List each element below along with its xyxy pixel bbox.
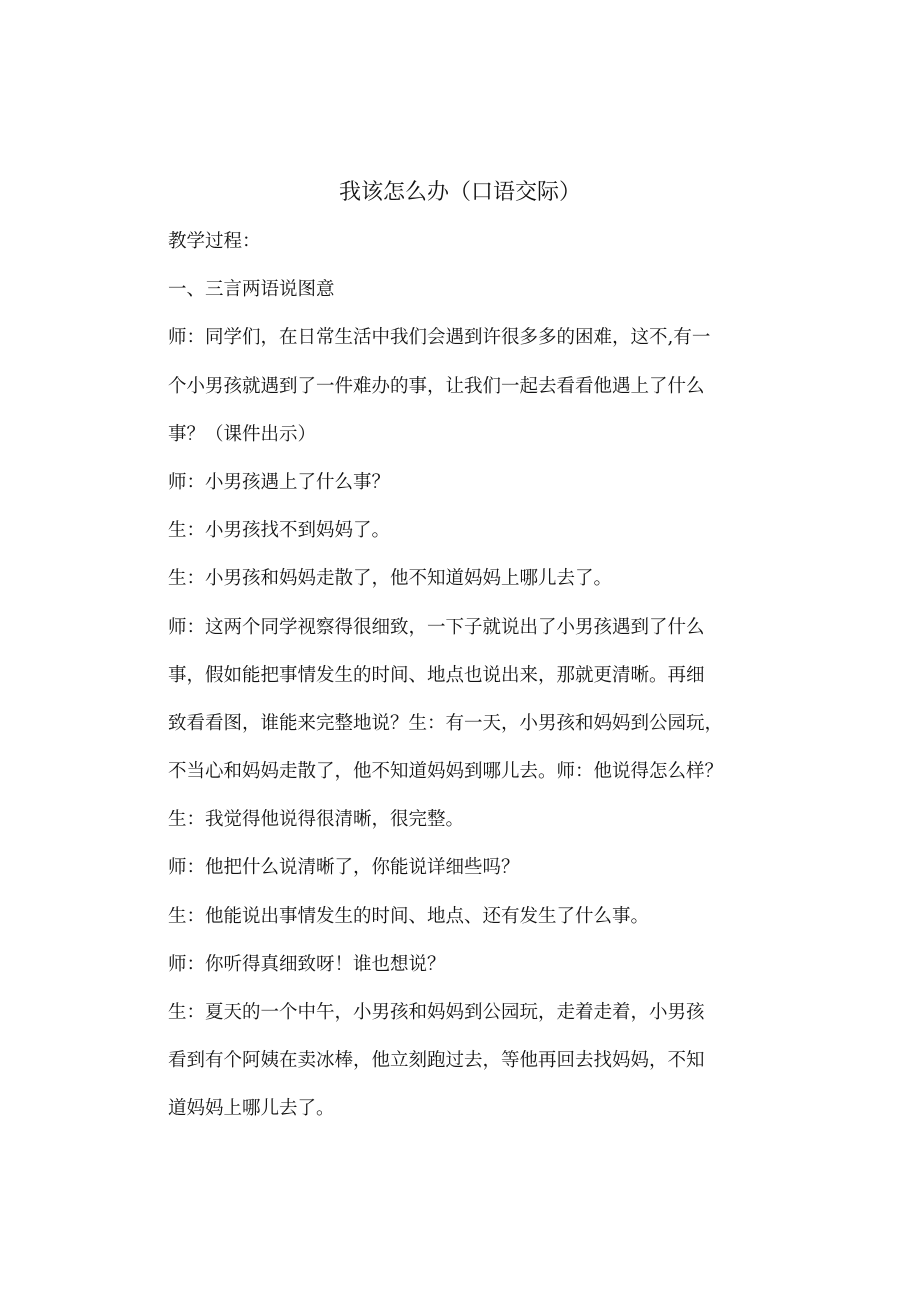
text-line: 生：小男孩和妈妈走散了，他不知道妈妈上哪儿去了。: [168, 568, 613, 590]
text-line: 事？（课件出示）: [168, 423, 317, 445]
text-line: 看到有个阿姨在卖冰棒，他立刻跑过去，等他再回去找妈妈，不知: [168, 1050, 705, 1072]
text-line: 师：同学们，在日常生活中我们会遇到许很多多的困难，这不,有一: [168, 327, 711, 349]
text-line: 生：他能说出事情发生的时间、地点、还有发生了什么事。: [168, 905, 650, 927]
text-line: 师：你听得真细致呀！谁也想说？: [168, 953, 446, 975]
text-line: 个小男孩就遇到了一件难办的事，让我们一起去看看他遇上了什么: [168, 375, 705, 397]
text-line: 道妈妈上哪儿去了。: [168, 1098, 335, 1120]
text-line: 不当心和妈妈走散了，他不知道妈妈到哪儿去。师：他说得怎么样？: [168, 761, 724, 783]
text-line: 生：小男孩找不到妈妈了。: [168, 520, 391, 542]
text-line: 生：我觉得他说得很清晰，很完整。: [168, 809, 465, 831]
text-line: 师：他把什么说清晰了，你能说详细些吗？: [168, 857, 520, 879]
text-line: 教学过程：: [168, 231, 261, 252]
document-body: [168, 225, 768, 1141]
text-line: 一、三言两语说图意: [168, 279, 335, 301]
text-line: 生：夏天的一个中午，小男孩和妈妈到公园玩，走着走着，小男孩: [168, 1002, 705, 1023]
text-line: 师：小男孩遇上了什么事？: [168, 471, 391, 493]
text-line: 事，假如能把事情发生的时间、地点也说出来，那就更清晰。再细: [168, 664, 705, 686]
text-line: 致看看图，谁能来完整地说？生：有一天，小男孩和妈妈到公园玩，: [168, 712, 724, 734]
page-title: 我该怎么办（口语交际）: [338, 180, 581, 205]
text-line: 师：这两个同学视察得很细致，一下子就说出了小男孩遇到了什么: [168, 616, 705, 638]
